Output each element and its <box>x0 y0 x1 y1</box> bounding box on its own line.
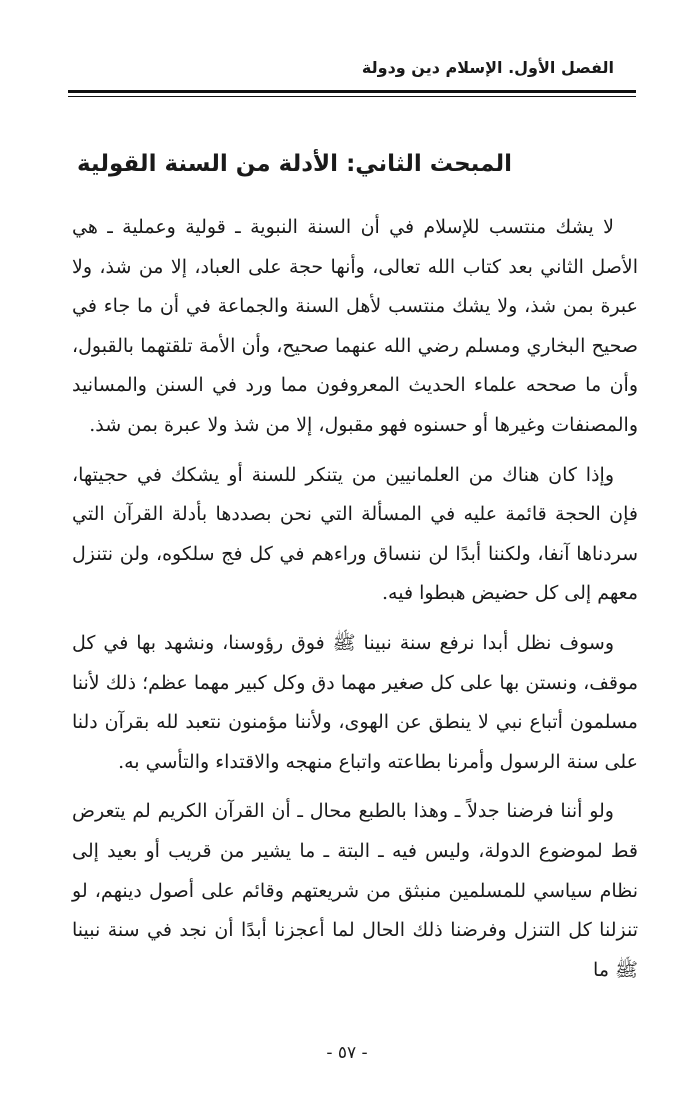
paragraph: لا يشك منتسب للإسلام في أن السنة النبوية ـ قولية وعملية ـ هي الأصل الثاني بعد كتاب الله تعالى، وأنها حجة على العباد، إلا من شذ، ولا عبرة بمن شذ، ولا يشك منتسب لأهل السنة والجماعة في أن ما جاء في صحيح البخاري ومسلم رضي الله عنهما صحيح، وأن الأمة تلقتهما بالقبول، وأن ما صححه علماء الحديث المعروفون مما ورد في السنن والمسانيد والمصنفات وغيرها أو حسنوه فهو مقبول، إلا من شذ ولا عبرة بمن شذ. <box>72 216 638 436</box>
header-rule-thick <box>68 90 636 93</box>
body-text <box>72 208 638 990</box>
paragraph: وإذا كان هناك من العلمانيين من يتنكر للسنة أو يشكك في حجيتها، فإن الحجة قائمة عليه في المسألة التي نحن بصددها بأدلة القرآن التي سردناها آنفا، ولكننا أبدًا لن ننساق وراءهم في كل فج سلكوه، ولن نتنزل معهم إلى كل حضيض هبطوا فيه. <box>72 463 638 605</box>
header-rule-thin <box>68 96 636 97</box>
section-title: المبحث الثاني: الأدلة من السنة القولية <box>76 151 512 177</box>
running-header: الفصل الأول. الإسلام دين ودولة <box>361 58 614 77</box>
page-number: - ٥٧ - <box>326 1043 368 1063</box>
paragraph: ولو أننا فرضنا جدلاً ـ وهذا بالطبع محال ـ أن القرآن الكريم لم يتعرض قط لموضوع الدولة، وليس فيه ـ البتة ـ ما يشير من قريب أو بعيد إلى نظام سياسي للمسلمين منبثق من شريعتهم وقائم على أصول دينهم، لو تنزلنا كل التنزل وفرضنا ذلك الحال لما أعجزنا أبدًا أن نجد في سنة نبينا ﷺ ما <box>72 800 638 981</box>
paragraph: وسوف نظل أبدا نرفع سنة نبينا ﷺ فوق رؤوسنا، ونشهد بها في كل موقف، ونستن بها على كل صغير مهما دق وكل كبير مهما عظم؛ ذلك لأننا مسلمون أتباع نبي لا ينطق عن الهوى، ولأننا مؤمنون نتعبد لله بقرآن دلنا على سنة الرسول وأمرنا بطاعته واتباع منهجه والاقتداء والتأسي به. <box>72 631 638 773</box>
